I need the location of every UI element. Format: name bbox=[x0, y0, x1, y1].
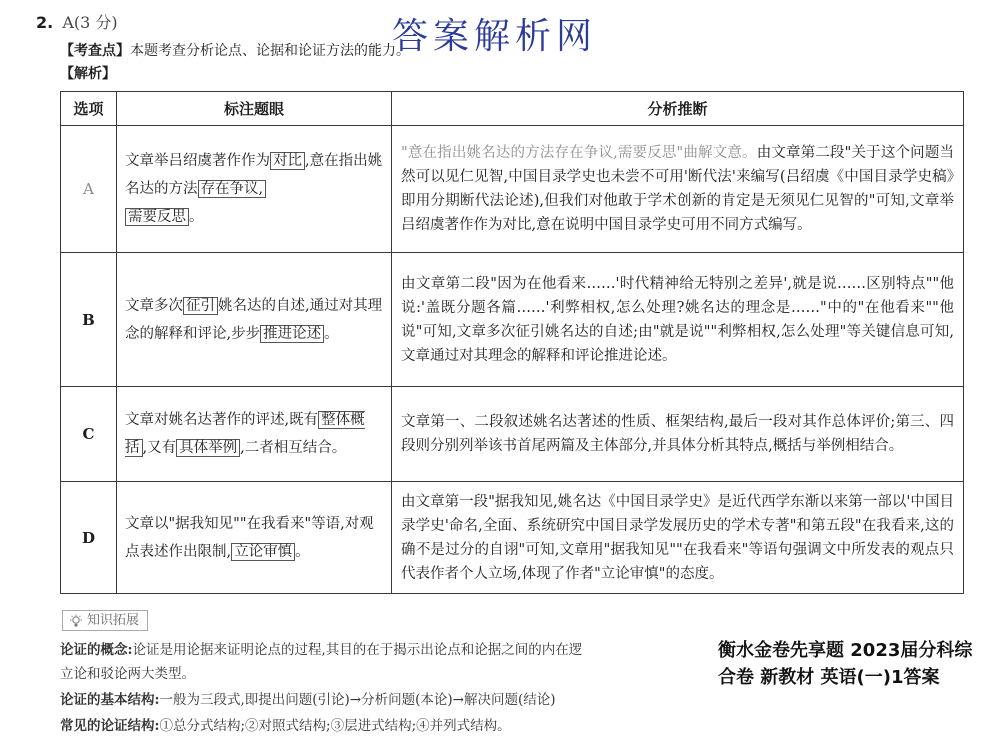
analysis-quote: "意在指出姚名达的方法存在争议,需要反思"曲解文意。 bbox=[401, 145, 757, 161]
option-label: C bbox=[82, 425, 95, 443]
watermark-text: 答案解析网 bbox=[392, 16, 598, 57]
extension-concept bbox=[60, 638, 582, 658]
kaochadian-label: 【考查点】 bbox=[60, 43, 130, 59]
key-text: 文章以"据我知见""在我看来"等语,对观点表述作出限制, bbox=[125, 515, 374, 560]
analysis-text: 由文章第一段"据我知见,姚名达《中国目录学史》是近代西学东渐以来第一部以'中国目录学史'命名,全面、系统研究中国目录学发展历史的学术专著"和第五段"在我看来,这的确不是过分的自诩"可知,文章用"据我知见""在我看来"等语句强调文中所发表的观点只代表作者个人立场,体现了作者"立论审慎"的态度。 bbox=[401, 493, 954, 582]
extension-common-structure bbox=[60, 714, 511, 734]
option-cell bbox=[61, 126, 117, 253]
key-text: ,意在指出姚名达的方法 bbox=[125, 153, 383, 197]
key-highlight: 需要反思 bbox=[125, 208, 189, 226]
question-number: 2. bbox=[36, 13, 54, 32]
keywords-cell bbox=[117, 387, 392, 482]
option-cell bbox=[61, 387, 117, 482]
keywords-cell bbox=[117, 482, 392, 594]
option-label: B bbox=[82, 310, 95, 329]
key-text: 。 bbox=[189, 209, 204, 225]
knowledge-extension-title bbox=[62, 610, 148, 631]
key-text: 文章对姚名达著作的评述,既有 bbox=[125, 412, 319, 428]
option-label: D bbox=[81, 528, 95, 547]
extension-title-text: 知识拓展 bbox=[87, 613, 140, 628]
basic-text: 一般为三段式,即提出问题(引论)→分析问题(本论)→解决问题(结论) bbox=[159, 692, 556, 708]
analysis-cell bbox=[392, 253, 964, 387]
key-text: 。 bbox=[295, 543, 310, 560]
key-text: 文章多次 bbox=[125, 297, 183, 314]
analysis-text: 由文章第二段"关于这个问题当然可以见仁见智,中国目录学史也未尝不可用'断代法'来编写(吕绍虞《中国目录学史稿》即用分期断代法论述),但我们对他敢于学术创新的肯定是无须见仁见智的"可知,文章举吕绍虞著作作为对比,意在说明中国目录学史可用不同方式编写。 bbox=[401, 145, 954, 233]
header-analysis: 分析推断 bbox=[392, 92, 964, 126]
keywords-cell bbox=[117, 253, 392, 387]
common-label: 常见的论证结构: bbox=[60, 718, 160, 734]
key-text: 姚名达的自述,通过对其理念的解释和评论,步步 bbox=[125, 297, 383, 342]
analysis-cell bbox=[392, 126, 964, 253]
key-text: 文章举吕绍虞著作作为 bbox=[125, 153, 270, 169]
kaochadian-line bbox=[60, 40, 410, 60]
header-option: 选项 bbox=[61, 92, 117, 126]
key-highlight: 对比 bbox=[270, 152, 305, 170]
extension-basic-structure bbox=[60, 688, 556, 708]
kaochadian-text: 本题考查分析论点、论据和论证方法的能力。 bbox=[130, 43, 410, 59]
key-highlight: 立论审慎 bbox=[231, 543, 295, 561]
jiexi-label: 【解析】 bbox=[60, 66, 116, 82]
table-row-d bbox=[61, 482, 964, 594]
option-cell bbox=[61, 253, 117, 387]
table-row-b bbox=[61, 253, 964, 387]
question-answer: A(3 分) bbox=[62, 13, 118, 32]
key-highlight: 具体举例 bbox=[176, 439, 240, 457]
key-highlight: 存在争议, bbox=[198, 180, 267, 198]
question-header bbox=[36, 10, 118, 33]
table-header-row bbox=[61, 92, 964, 126]
concept-text: 论证是用论据来证明论点的过程,其目的在于揭示出论点和论据之间的内在逻 bbox=[132, 642, 583, 658]
concept-text-cont: 立论和驳论两大类型。 bbox=[60, 666, 195, 682]
analysis-text: 文章第一、二段叙述姚名达著述的性质、框架结构,最后一段对其作总体评价;第三、四段则分别列举该书首尾两篇及主体部分,并具体分析其特点,概括与举例相结合。 bbox=[401, 414, 954, 454]
key-highlight: 征引 bbox=[183, 297, 218, 315]
key-text: ,二者相互结合。 bbox=[240, 440, 347, 456]
analysis-table bbox=[60, 91, 964, 594]
analysis-cell bbox=[392, 387, 964, 482]
option-cell bbox=[61, 482, 117, 594]
analysis-cell bbox=[392, 482, 964, 594]
key-text: 。 bbox=[324, 325, 339, 342]
header-keywords: 标注题眼 bbox=[117, 92, 392, 126]
key-text: ,又有 bbox=[142, 440, 177, 456]
analysis-text: 由文章第二段"因为在他看来……'时代精神给无特别之差异',就是说……区别特点""他说:'盖既分题各篇……'利弊相权,怎么处理?姚名达的理念是……"中的"在他看来""他说"可知,文章多次征引姚名达的自述;由"就是说""利弊相权,怎么处理"等关键信息可知,文章通过对其理念的解释和评论推进论述。 bbox=[401, 275, 954, 364]
lightbulb-icon bbox=[69, 614, 83, 628]
key-highlight: 整体概括 bbox=[125, 412, 365, 456]
basic-label: 论证的基本结构: bbox=[60, 692, 160, 708]
key-highlight: 推进论述 bbox=[260, 325, 324, 343]
table-row-a bbox=[61, 126, 964, 253]
common-text: ①总分式结构;②对照式结构;③层进式结构;④并列式结构。 bbox=[159, 718, 511, 734]
concept-label: 论证的概念: bbox=[60, 642, 133, 658]
table-row-c bbox=[61, 387, 964, 482]
overlay-caption: 衡水金卷先享题 2023届分科综合卷 新教材 英语(一)1答案 bbox=[712, 637, 986, 740]
keywords-cell bbox=[117, 126, 392, 253]
option-label: A bbox=[83, 180, 94, 198]
